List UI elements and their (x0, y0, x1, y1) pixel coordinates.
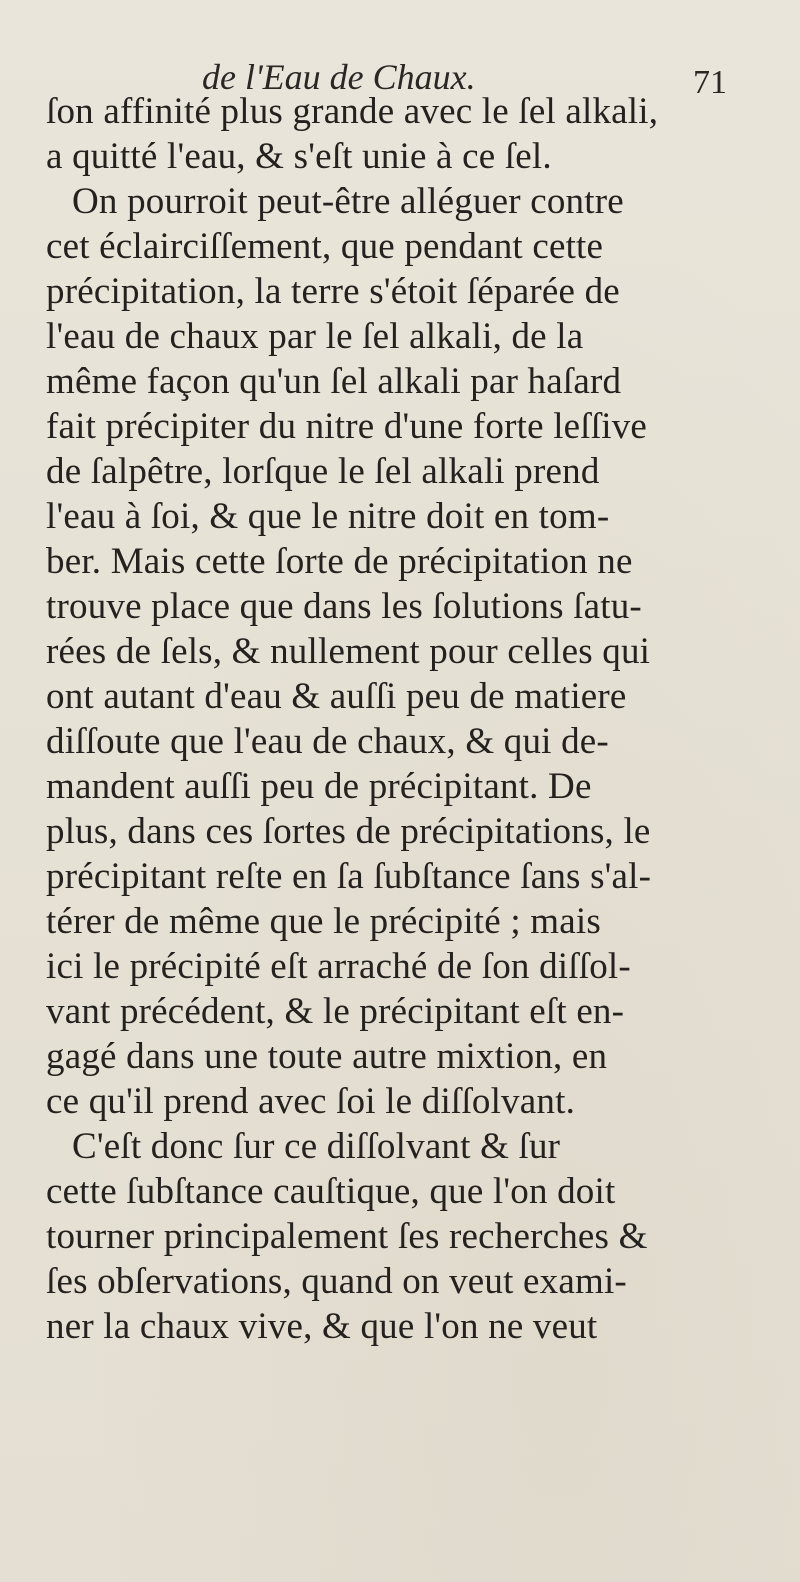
text-line: ont autant d'eau & auſſi peu de matiere (46, 676, 627, 717)
paragraph-start: On pourroit peut-être alléguer contre (72, 181, 624, 222)
running-title: de l'Eau de Chaux. (202, 57, 476, 97)
text-line: ſon affinité plus grande avec le ſel alkali, (46, 91, 659, 132)
text-line: plus, dans ces ſortes de précipitations, le (46, 811, 651, 852)
text-line: l'eau de chaux par le ſel alkali, de la (46, 316, 584, 357)
text-line: térer de même que le précipité ; mais (46, 901, 601, 942)
text-line: ſes obſervations, quand on veut exami- (46, 1261, 627, 1302)
page-number: 71 (693, 64, 727, 101)
text-line: l'eau à ſoi, & que le nitre doit en tom- (46, 496, 610, 537)
text-line: même façon qu'un ſel alkali par haſard (46, 361, 622, 402)
text-line: ber. Mais cette ſorte de précipitation ne (46, 541, 633, 582)
text-line: cette ſubſtance cauſtique, que l'on doit (46, 1171, 616, 1212)
text-line: de ſalpêtre, lorſque le ſel alkali prend (46, 451, 600, 492)
text-line: a quitté l'eau, & s'eſt unie à ce ſel. (46, 136, 552, 177)
text-line: mandent auſſi peu de précipitant. De (46, 766, 592, 807)
text-line: tourner principalement ſes recherches & (46, 1216, 648, 1257)
text-line: ner la chaux vive, & que l'on ne veut (46, 1306, 598, 1347)
paragraph-start: C'eſt donc ſur ce diſſolvant & ſur (72, 1126, 561, 1167)
text-line: précipitant reſte en ſa ſubſtance ſans s'al- (46, 856, 652, 897)
text-line: vant précédent, & le précipitant eſt en- (46, 991, 625, 1032)
text-line: gagé dans une toute autre mixtion, en (46, 1036, 608, 1077)
text-line: précipitation, la terre s'étoit ſéparée de (46, 271, 620, 312)
text-line: diſſoute que l'eau de chaux, & qui de- (46, 721, 609, 762)
text-line: ce qu'il prend avec ſoi le diſſolvant. (46, 1081, 576, 1122)
text-line: ici le précipité eſt arraché de ſon diſſol- (46, 946, 631, 987)
text-line: rées de ſels, & nullement pour celles qui (46, 631, 651, 672)
text-line: cet éclairciſſement, que pendant cette (46, 226, 604, 267)
text-line: trouve place que dans les ſolutions ſatu- (46, 586, 642, 627)
text-line: fait précipiter du nitre d'une forte leſſive (46, 406, 648, 447)
